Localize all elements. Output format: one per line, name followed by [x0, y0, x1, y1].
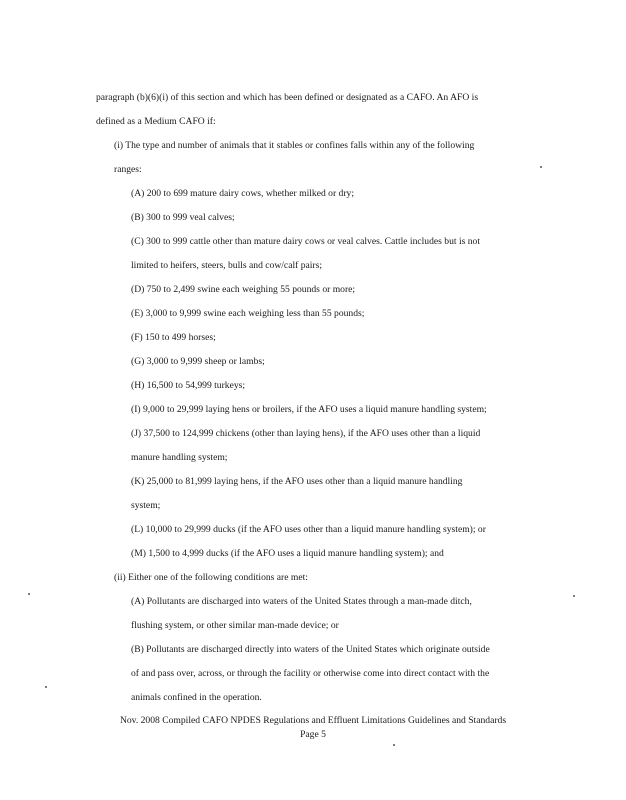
scan-speck — [393, 744, 395, 746]
text-line: flushing system, or other similar man-made device; or — [131, 620, 339, 631]
text-line: ranges: — [114, 164, 142, 175]
footer-title: Nov. 2008 Compiled CAFO NPDES Regulations and Effluent Limitations Guidelines and Standards — [119, 715, 507, 726]
text-line: defined as a Medium CAFO if: — [96, 116, 216, 127]
scan-speck — [573, 595, 575, 597]
text-line: (D) 750 to 2,499 swine each weighing 55 pounds or more; — [131, 284, 356, 295]
text-line: (A) Pollutants are discharged into waters of the United States through a man-made ditch, — [131, 596, 472, 607]
page-number: Page 5 — [300, 729, 326, 740]
text-line: (K) 25,000 to 81,999 laying hens, if the AFO uses other than a liquid manure handling — [131, 476, 463, 487]
text-line: (L) 10,000 to 29,999 ducks (if the AFO uses other than a liquid manure handling system); or — [131, 524, 486, 535]
text-line: manure handling system; — [131, 452, 228, 463]
text-line: (I) 9,000 to 29,999 laying hens or broilers, if the AFO uses a liquid manure handling system; — [131, 404, 487, 415]
text-line: (M) 1,500 to 4,999 ducks (if the AFO uses a liquid manure handling system); and — [131, 548, 444, 559]
scan-speck — [28, 593, 30, 595]
scan-speck — [540, 166, 542, 168]
text-line: (J) 37,500 to 124,999 chickens (other than laying hens), if the AFO uses other than a liquid — [131, 428, 481, 439]
text-line: limited to heifers, steers, bulls and cow/calf pairs; — [131, 260, 323, 271]
text-line: (B) Pollutants are discharged directly into waters of the United States which originate outside — [131, 644, 490, 655]
text-line: (ii) Either one of the following conditions are met: — [114, 572, 308, 583]
text-line: (A) 200 to 699 mature dairy cows, whether milked or dry; — [131, 188, 354, 199]
text-line: (G) 3,000 to 9,999 sheep or lambs; — [131, 356, 265, 367]
text-line: system; — [131, 500, 161, 511]
text-line: animals confined in the operation. — [131, 692, 262, 703]
text-line: (E) 3,000 to 9,999 swine each weighing less than 55 pounds; — [131, 308, 365, 319]
text-line: (B) 300 to 999 veal calves; — [131, 212, 235, 223]
text-line: (C) 300 to 999 cattle other than mature dairy cows or veal calves. Cattle includes but is not — [131, 236, 481, 247]
text-line: (F) 150 to 499 horses; — [131, 332, 216, 343]
text-line: paragraph (b)(6)(i) of this section and which has been defined or designated as a CAFO. An AFO is — [96, 92, 479, 103]
text-line: (i) The type and number of animals that it stables or confines falls within any of the following — [114, 140, 475, 151]
scan-speck — [45, 686, 47, 688]
text-line: of and pass over, across, or through the facility or otherwise come into direct contact with the — [131, 668, 490, 679]
text-line: (H) 16,500 to 54,999 turkeys; — [131, 380, 246, 391]
